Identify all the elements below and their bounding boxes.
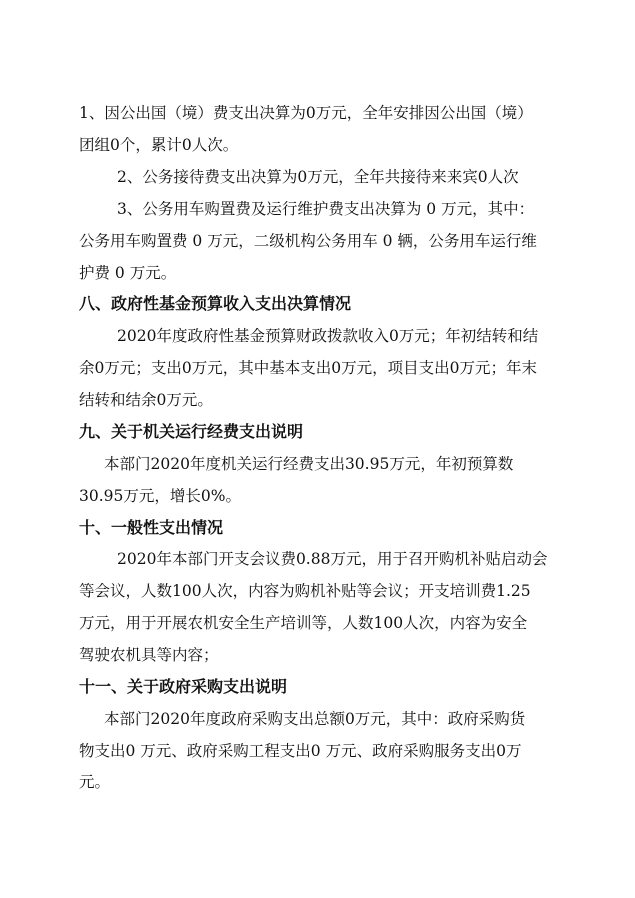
paragraph-line: 余0万元；支出0万元，其中基本支出0万元，项目支出0万元；年末: [79, 359, 537, 377]
paragraph-line: 团组0个，累计0人次。: [79, 136, 239, 154]
paragraph-line: 2020年本部门开支会议费0.88万元，用于召开购机补贴启动会: [117, 550, 548, 568]
paragraph-line: 1、因公出国（境）费支出决算为0万元，全年安排因公出国（境）: [79, 104, 533, 122]
paragraph-line: 驾驶农机具等内容；: [79, 646, 219, 664]
paragraph-line: 2020年度政府性基金预算财政拨款收入0万元；年初结转和结: [117, 327, 539, 345]
paragraph-line: 结转和结余0万元。: [79, 391, 213, 409]
section-heading: 九、关于机关运行经费支出说明: [79, 422, 304, 441]
paragraph-line: 护费 0 万元。: [79, 264, 177, 282]
paragraph-line: 本部门2020年度机关运行经费支出30.95万元，年初预算数: [104, 455, 514, 473]
paragraph-line: 本部门2020年度政府采购支出总额0万元，其中：政府采购货: [104, 710, 526, 728]
section-heading: 八、政府性基金预算收入支出决算情况: [79, 294, 352, 313]
paragraph-line: 3、公务用车购置费及运行维护费支出决算为 0 万元，其中：: [117, 200, 535, 218]
paragraph-line: 公务用车购置费 0 万元，二级机构公务用车 0 辆，公务用车运行维: [79, 232, 537, 250]
paragraph-line: 万元，用于开展农机安全生产培训等，人数100人次，内容为安全: [79, 614, 528, 632]
section-heading: 十一、关于政府采购支出说明: [79, 677, 288, 696]
paragraph-line: 物支出0 万元、政府采购工程支出0 万元、政府采购服务支出0万: [79, 742, 522, 760]
paragraph-line: 元。: [79, 773, 111, 791]
paragraph-line: 2、公务接待费支出决算为0万元，全年共接待来来宾0人次: [117, 168, 519, 186]
paragraph-line: 等会议，人数100人次，内容为购机补贴等会议；开支培训费1.25: [79, 582, 531, 600]
paragraph-line: 30.95万元，增长0%。: [79, 487, 241, 505]
section-heading: 十、一般性支出情况: [79, 518, 224, 537]
